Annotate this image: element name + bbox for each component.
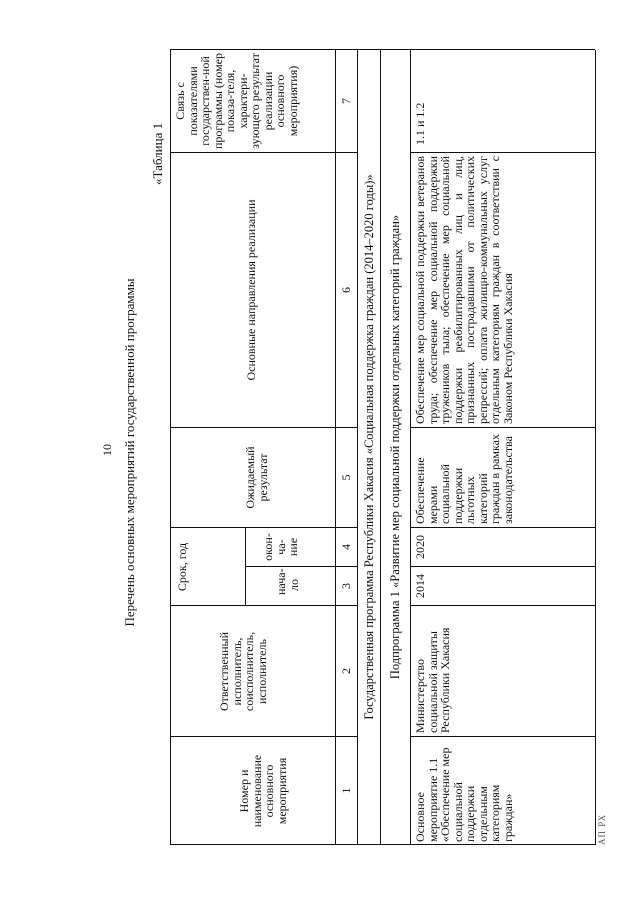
header-link-indicators: Связь с показателями государствен-ной программы (номер показа-теля, характери-зующего результат реализации основного мероприятия) [173, 52, 300, 150]
program-row: Государственная программа Республики Хакасия «Социальная поддержка граждан (2014–2020 годы)» [362, 174, 376, 720]
table-title: Перечень основных мероприятий государственной программы [122, 278, 137, 627]
col-number-3: 3 [339, 583, 353, 589]
end-year-cell: 2020 [413, 535, 427, 559]
start-year-cell: 2014 [413, 574, 427, 598]
col-number-7: 7 [339, 98, 353, 104]
indicator-link-cell: 1.1 и 1.2 [413, 102, 427, 145]
header-end: окон-ча-ние [261, 533, 300, 561]
col-number-4: 4 [339, 544, 353, 550]
table-number-label: «Таблица 1 [150, 122, 165, 185]
subprogram-row: Подпрограмма 1 «Развитие мер социальной поддержки отдельных категорий граждан» [388, 214, 402, 680]
header-main-directions: Основные направления реализации [244, 199, 258, 381]
col-number-6: 6 [339, 287, 353, 293]
col-number-1: 1 [339, 787, 353, 794]
col-number-5: 5 [339, 474, 353, 481]
responsible-cell: Министерство социальной защиты Республики Хакасия [413, 627, 452, 733]
header-term: Срок, год [175, 542, 189, 592]
header-start: нача-ло [274, 568, 301, 595]
measure-name-cell: Основное мероприятие 1.1 «Обеспечение мер социальной поддержки отдельным категориям граждан» [413, 747, 515, 842]
header-expected-result: Ожидаемый результат [243, 446, 270, 509]
main-directions-cell: Обеспечение мер социальной поддержки ветеранов труда; обеспечение мер социальной поддержки тружеников тыла; обеспечение мер социальной поддержки реабилитированных лиц и лиц, признанных пострадавшими от политических репрессий; оплата жилищно-коммунальных услуг отдельным категориям граждан в соответствии с Законом Республики Хакасия [413, 156, 515, 424]
header-number-name: Номер и наименование основного мероприятия [237, 754, 289, 828]
header-responsible: Ответственный исполнитель, соисполнитель, исполнитель [217, 631, 269, 712]
page-number: 10 [100, 444, 114, 456]
expected-result-cell: Обеспечение мерами социальной поддержки льготных категорий граждан в рамках законодательства [413, 434, 515, 524]
col-number-2: 2 [339, 668, 353, 674]
archive-stamp-mark: АП РХ [597, 813, 607, 845]
